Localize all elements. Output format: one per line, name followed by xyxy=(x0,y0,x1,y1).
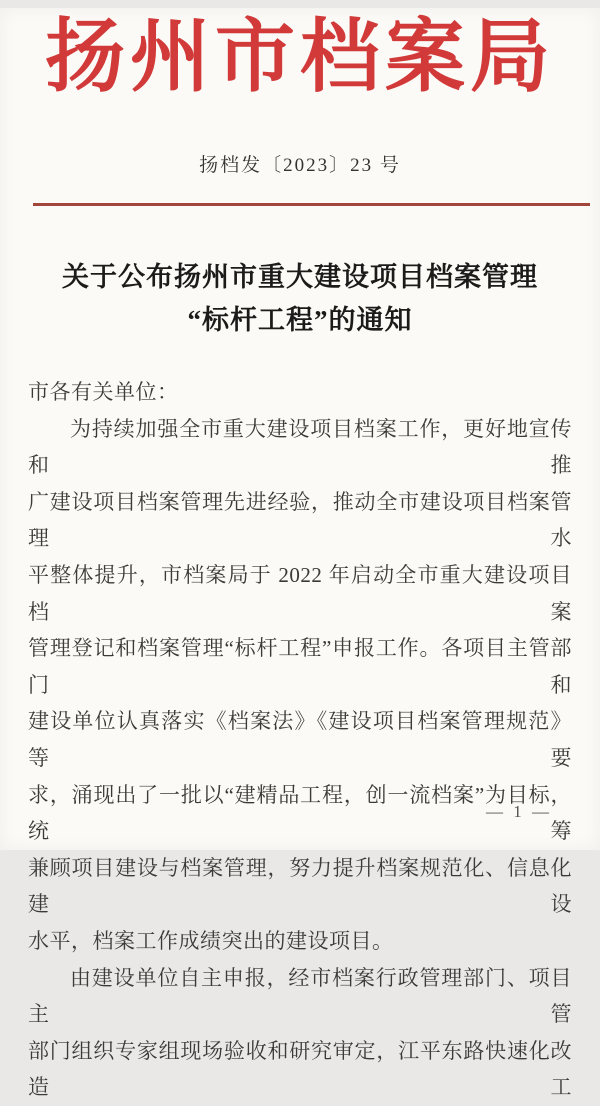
agency-header-title: 扬州市档案局 xyxy=(45,14,555,102)
document-title-line1: 关于公布扬州市重大建设项目档案管理 xyxy=(62,262,538,292)
document-title-line2: “标杆工程”的通知 xyxy=(187,305,413,335)
body-line: 求，涌现出了一批以“建精品工程，创一流档案”为目标，统筹 xyxy=(28,782,572,844)
body-line: 为持续加强全市重大建设项目档案工作，更好地宣传和推 xyxy=(28,416,572,478)
body-line: 管理登记和档案管理“标杆工程”申报工作。各项目主管部门和 xyxy=(28,636,572,697)
body-line: 兼顾项目建设与档案管理，努力提升档案规范化、信息化建设 xyxy=(28,855,572,917)
body-line: 部门组织专家组现场验收和研究审定，江平东路快速化改造工 xyxy=(28,1038,572,1100)
document-number: 扬档发〔2023〕23 号 xyxy=(199,155,401,176)
body-line: 广建设项目档案管理先进经验，推动全市建设项目档案管理水 xyxy=(28,489,572,551)
document-page xyxy=(0,8,600,1100)
body-line: 由建设单位自主申报，经市档案行政管理部门、项目主管 xyxy=(28,965,572,1027)
body-line: 建设单位认真落实《档案法》《建设项目档案管理规范》等要 xyxy=(28,709,572,770)
page-number: — 1 — xyxy=(486,802,552,821)
red-header-rule xyxy=(33,203,590,206)
salutation: 市各有关单位： xyxy=(28,380,179,404)
document-body xyxy=(0,374,600,1106)
body-line: 平整体提升，市档案局于 2022 年启动全市重大建设项目档案 xyxy=(28,562,572,624)
document-title xyxy=(0,256,600,342)
body-line: 水平，档案工作成绩突出的建设项目。 xyxy=(28,928,394,953)
